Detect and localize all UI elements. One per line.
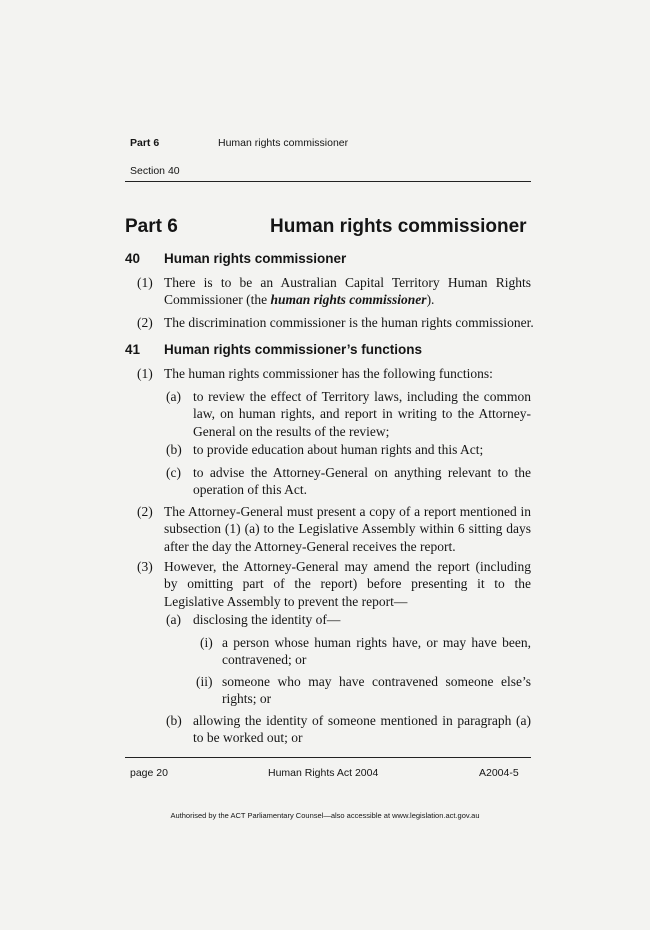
footer-page-number: page 20: [130, 767, 168, 779]
subsection-text: The discrimination commissioner is the human rights commissioner.: [164, 315, 534, 330]
part-heading-title: Human rights commissioner: [270, 216, 527, 237]
subsection-text: The human rights commissioner has the following functions:: [164, 366, 493, 381]
paragraph-number: (a): [166, 389, 181, 404]
paragraph-number: (c): [166, 465, 181, 480]
subsection-number: (3): [137, 559, 153, 574]
subparagraph-text: someone who may have contravened someone else’s rights; or: [222, 674, 531, 707]
running-header-section: Section 40: [130, 165, 180, 177]
paragraph-text: to provide education about human rights and this Act;: [193, 442, 484, 457]
subparagraph-number: (ii): [196, 674, 213, 689]
running-header-title: Human rights commissioner: [218, 137, 349, 149]
section-number: 40: [125, 251, 141, 266]
footer-act-title: Human Rights Act 2004: [268, 767, 379, 779]
paragraph-number: (a): [166, 612, 181, 627]
subsection-number: (2): [137, 315, 153, 330]
defined-term: human rights commissioner: [270, 292, 427, 308]
subparagraph-text: a person whose human rights have, or may have been, contravened; or: [222, 635, 531, 668]
paragraph-text: to advise the Attorney-General on anything relevant to the operation of this Act.: [193, 465, 531, 498]
header-divider: [125, 181, 531, 182]
paragraph-text: to review the effect of Territory laws, including the common law, on human rights, and report in writing to the Attorney-General on the results of the review;: [193, 389, 531, 439]
section-number: 41: [125, 342, 141, 357]
subsection-text: [164, 274, 531, 309]
running-header-part: Part 6: [130, 137, 160, 149]
section-title: Human rights commissioner: [164, 251, 347, 266]
paragraph-number: (b): [166, 713, 182, 728]
section-title: Human rights commissioner’s functions: [164, 342, 423, 357]
subparagraph-number: (i): [200, 635, 213, 650]
paragraph-text: allowing the identity of someone mentioned in paragraph (a) to be worked out; or: [193, 713, 531, 746]
subsection-number: (1): [137, 275, 153, 290]
paragraph-text: disclosing the identity of—: [193, 612, 341, 627]
subsection-number: (2): [137, 504, 153, 519]
subsection-text-start: There is to be an Australian Capital Territory Human Rights Commissioner (the: [164, 275, 531, 308]
footer-divider: [125, 757, 531, 758]
subsection-text: However, the Attorney-General may amend the report (including by omitting part of the report) before presenting it to the Legislative Assembly to prevent the report—: [164, 559, 531, 609]
footer-act-code: A2004-5: [479, 767, 519, 779]
subsection-text-end: ).: [426, 292, 435, 308]
subsection-text: The Attorney-General must present a copy of a report mentioned in subsection (1) (a) to the Legislative Assembly within 6 sitting days after the day the Attorney-General receives the report.: [164, 504, 531, 554]
part-heading-label: Part 6: [125, 216, 178, 237]
paragraph-number: (b): [166, 442, 182, 457]
subsection-number: (1): [137, 366, 153, 381]
authorisation-notice: Authorised by the ACT Parliamentary Counsel—also accessible at www.legislation.act.gov.au: [170, 811, 480, 820]
